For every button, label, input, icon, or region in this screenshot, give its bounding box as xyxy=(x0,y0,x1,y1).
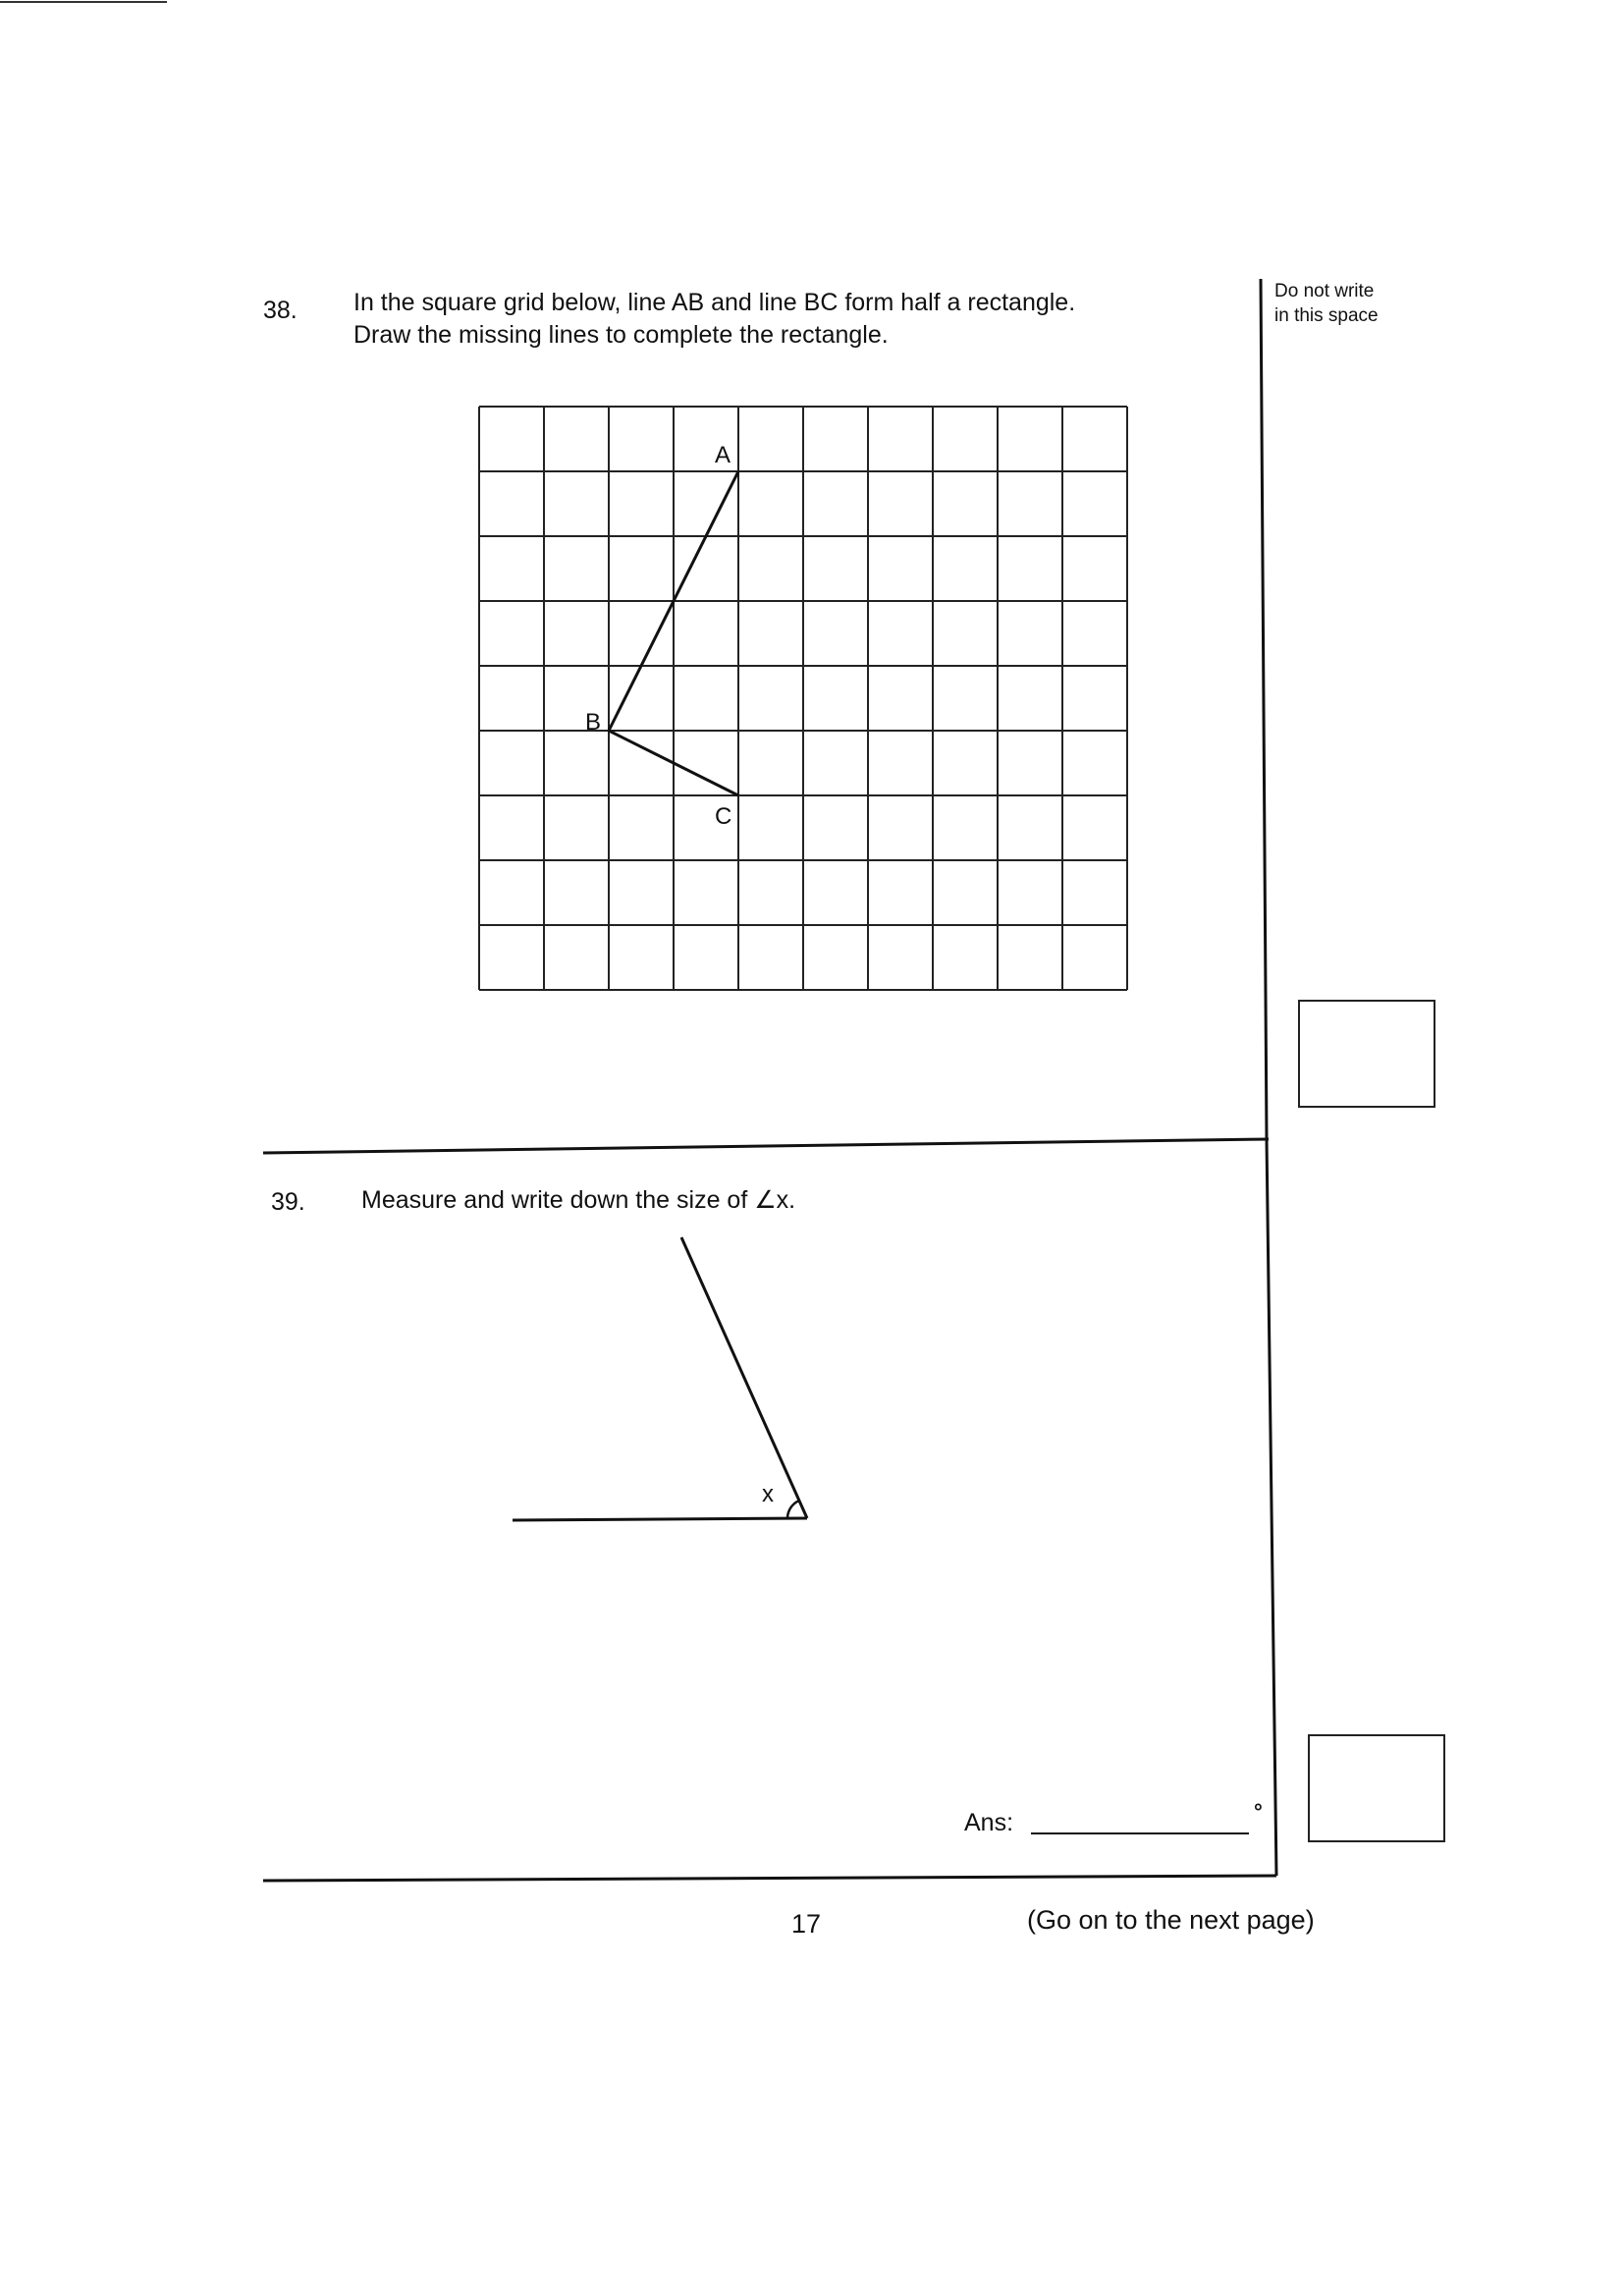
degree-symbol: ° xyxy=(1254,1799,1263,1824)
question-separator xyxy=(263,1139,1269,1153)
point-c-label: C xyxy=(715,803,732,830)
angle-x-label: x xyxy=(762,1481,774,1507)
question-39-number: 39. xyxy=(271,1188,305,1216)
margin-note-line1: Do not write xyxy=(1274,281,1375,301)
angle-arc xyxy=(787,1501,799,1518)
bottom-separator xyxy=(263,1876,1276,1881)
square-grid xyxy=(471,393,1139,1021)
page-number: 17 xyxy=(791,1909,822,1939)
question-39-text: Measure and write down the size of ∠x. xyxy=(361,1186,796,1214)
angle-arm-base xyxy=(513,1518,807,1520)
question-38-text xyxy=(353,287,1075,351)
question-38-line1: In the square grid below, line AB and line BC form half a rectangle. xyxy=(353,289,1076,316)
grid-lines xyxy=(479,407,1127,990)
margin-note xyxy=(1274,280,1379,328)
question-38-number: 38. xyxy=(263,297,298,324)
angle-arm-slanted xyxy=(681,1237,807,1518)
question-38-marking-box xyxy=(1298,1000,1435,1108)
question-38-line2: Draw the missing lines to complete the rectangle. xyxy=(353,320,889,349)
answer-label: Ans: xyxy=(964,1809,1014,1836)
question-39-marking-box xyxy=(1308,1734,1445,1842)
point-b-label: B xyxy=(585,709,602,736)
angle-diagram xyxy=(491,1218,864,1552)
answer-line[interactable] xyxy=(1031,1832,1249,1834)
point-a-label: A xyxy=(715,442,731,468)
margin-divider-upper xyxy=(1261,279,1267,1139)
margin-note-line2: in this space xyxy=(1274,304,1379,326)
margin-divider-lower xyxy=(1267,1139,1276,1876)
continue-note: (Go on to the next page) xyxy=(1027,1905,1315,1935)
